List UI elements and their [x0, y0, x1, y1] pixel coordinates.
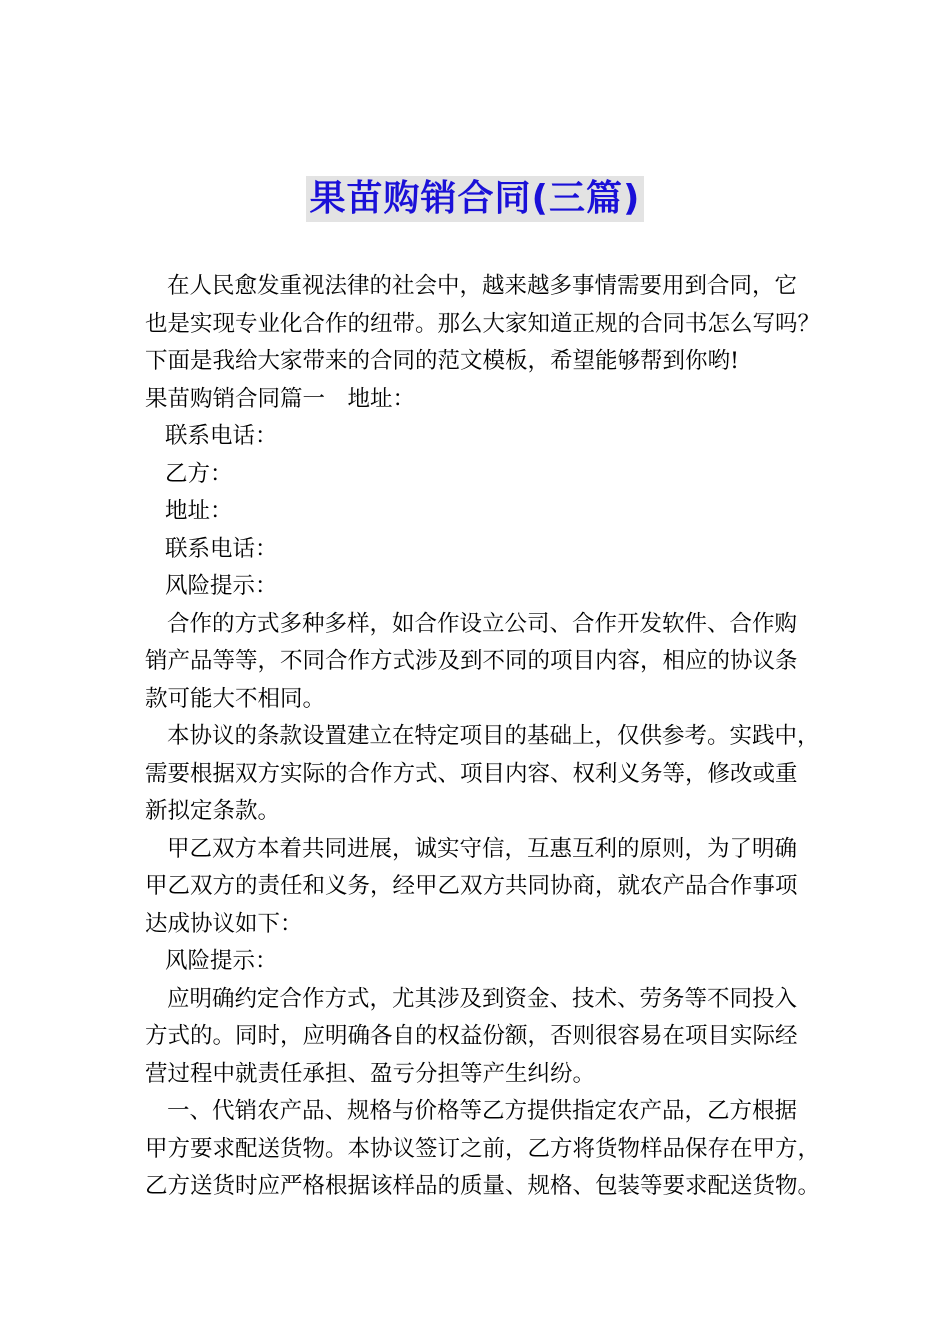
paragraph-cooperation-terms: [145, 981, 835, 1094]
field-contact-phone-2: [145, 531, 835, 569]
paragraph-line: 需要根据双方实际的合作方式、项目内容、权利义务等，修改或重: [145, 760, 798, 787]
paragraph-line: 甲乙双方本着共同进展，诚实守信，互惠互利的原则，为了明确: [167, 835, 798, 862]
paragraph-line: 一、代销农产品、规格与价格等乙方提供指定农产品，乙方根据: [167, 1098, 798, 1124]
document-body: [145, 268, 835, 1206]
field-contact-phone-1: [145, 418, 835, 456]
paragraph-line: 营过程中就责任承担、盈亏分担等产生纠纷。: [145, 1060, 596, 1087]
paragraph-line: 达成协议如下：: [145, 910, 303, 937]
paragraph-cooperation-methods: [145, 606, 835, 719]
paragraph-line: 应明确约定合作方式，尤其涉及到资金、技术、劳务等不同投入: [167, 985, 798, 1012]
section-heading-paragraph: [145, 381, 835, 419]
paragraph-clause-one: [145, 1093, 835, 1206]
paragraph-line: 合作的方式多种多样，如合作设立公司、合作开发软件、合作购: [167, 610, 798, 637]
paragraph-line: 款可能大不相同。: [145, 685, 326, 712]
field-party-b: [145, 456, 835, 494]
intro-line-3: 下面是我给大家带来的合同的范文模板，希望能够帮到你哟!: [145, 348, 740, 374]
paragraph-clause-settings: [145, 718, 835, 831]
title-container: [0, 176, 950, 222]
field-label: 联系电话：: [165, 423, 278, 449]
paragraph-line: 本协议的条款设置建立在特定项目的基础上，仅供参考。实践中，: [167, 723, 820, 749]
section-heading: 果苗购销合同篇一 地址：: [145, 385, 416, 412]
field-address: [145, 493, 835, 531]
field-label: 乙方：: [165, 460, 233, 487]
field-risk-notice-1: [145, 568, 835, 606]
field-label: 联系电话：: [165, 535, 278, 562]
intro-line-2: 也是实现专业化合作的纽带。那么大家知道正规的合同书怎么写吗？: [145, 310, 821, 337]
field-label: 地址：: [165, 498, 233, 524]
field-label: 风险提示：: [165, 573, 278, 599]
intro-line-1: 在人民愈发重视法律的社会中，越来越多事情需要用到合同，它: [167, 273, 798, 299]
field-risk-notice-2: [145, 943, 835, 981]
document-title: 果苗购销合同(三篇): [306, 176, 645, 222]
paragraph-line: 乙方送货时应严格根据该样品的质量、规格、包装等要求配送货物。: [145, 1173, 821, 1199]
field-label: 风险提示：: [165, 948, 278, 974]
paragraph-line: 新拟定条款。: [145, 798, 281, 824]
paragraph-line: 方式的。同时，应明确各自的权益份额，否则很容易在项目实际经: [145, 1023, 798, 1049]
paragraph-agreement-principles: [145, 831, 835, 944]
paragraph-line: 甲乙双方的责任和义务，经甲乙双方共同协商，就农产品合作事项: [145, 873, 798, 899]
paragraph-line: 甲方要求配送货物。本协议签订之前，乙方将货物样品保存在甲方，: [145, 1135, 821, 1162]
intro-paragraph: [145, 268, 835, 381]
paragraph-line: 销产品等等，不同合作方式涉及到不同的项目内容，相应的协议条: [145, 648, 798, 674]
